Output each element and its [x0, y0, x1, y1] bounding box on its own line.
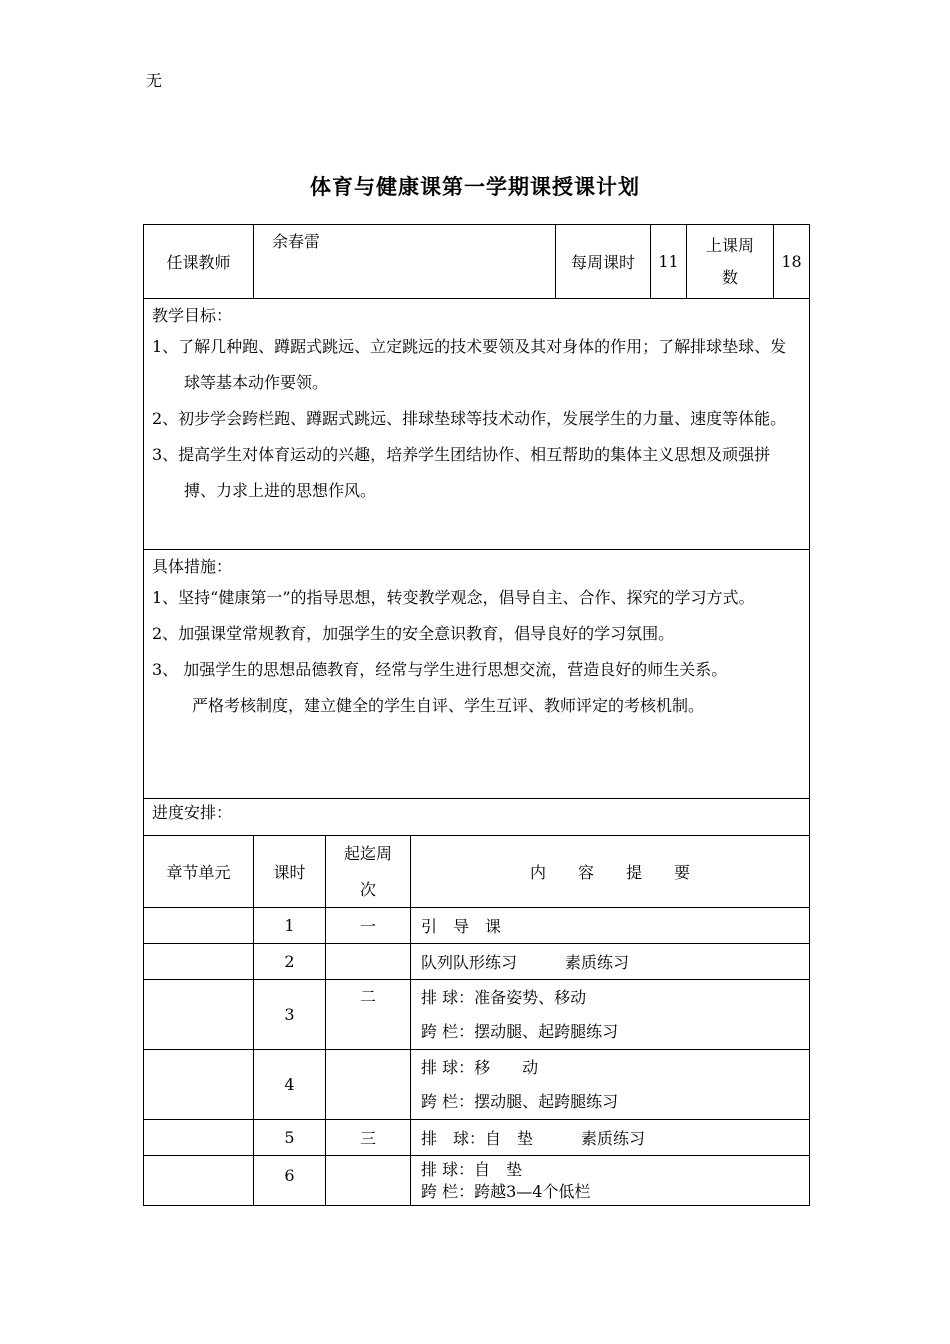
lesson-cell: 4 — [254, 1049, 326, 1119]
content-cell — [411, 1049, 809, 1119]
unit-cell — [144, 1119, 254, 1155]
week-cell: 三 — [326, 1119, 411, 1155]
teacher-value: 余春雷 — [254, 225, 556, 298]
measure-extra: 严格考核制度，建立健全的学生自评、学生互评、教师评定的考核机制。 — [192, 696, 705, 715]
unit-cell — [144, 907, 254, 943]
progress-label: 进度安排： — [152, 803, 233, 822]
week-cell: 一 — [326, 907, 411, 943]
content-line: 跨 栏：摆动腿、起跨腿练习 — [421, 1091, 619, 1111]
week-cell — [326, 1155, 411, 1205]
lesson-cell: 6 — [254, 1155, 326, 1205]
weeks-value: 18 — [781, 252, 802, 271]
unit-cell — [144, 1049, 254, 1119]
measures-label: 具体措施： — [152, 557, 233, 576]
col-unit-header: 章节单元 — [144, 835, 254, 907]
teacher-label: 任课教师 — [144, 225, 254, 298]
col-week-header: 起迄周次 — [326, 835, 411, 907]
lesson-cell: 2 — [254, 943, 326, 979]
content-cell: 排 球：自 垫 素质练习 — [411, 1119, 809, 1155]
lesson-cell: 1 — [254, 907, 326, 943]
unit-cell — [144, 1155, 254, 1205]
content-cell: 引 导 课 — [411, 907, 809, 943]
content-cell: 队列队形练习 素质练习 — [411, 943, 809, 979]
table-row — [144, 907, 809, 943]
measure-item: 2、加强课堂常规教育，加强学生的安全意识教育，倡导良好的学习氛围。 — [152, 624, 675, 643]
goal-item: 1、了解几种跑、蹲踞式跳远、立定跳远的技术要领及其对身体的作用；了解排球垫球、发球等基本动作要领。 — [152, 337, 787, 392]
content-line: 排 球：移 动 — [421, 1057, 539, 1077]
table-row — [144, 943, 809, 979]
lesson-cell: 3 — [254, 979, 326, 1049]
measures-section — [144, 550, 809, 799]
weeks-label — [687, 225, 774, 298]
info-row — [144, 225, 809, 299]
content-line: 排 球：自 垫 — [421, 1159, 523, 1179]
goal-item: 3、提高学生对体育运动的兴趣，培养学生团结协作、相互帮助的集体主义思想及顽强拼搏、力求上进的思想作风。 — [152, 445, 771, 500]
goal-item: 2、初步学会跨栏跑、蹲踞式跳远、排球垫球等技术动作，发展学生的力量、速度等体能。 — [152, 409, 787, 428]
measure-item: 1、坚持“健康第一”的指导思想，转变教学观念，倡导自主、合作、探究的学习方式。 — [152, 588, 755, 607]
unit-cell — [144, 979, 254, 1049]
col-content-header: 内 容 提 要 — [411, 835, 809, 907]
table-row — [144, 1155, 809, 1205]
unit-cell — [144, 943, 254, 979]
weeks-label-line2: 数 — [721, 267, 738, 287]
content-line: 跨 栏：跨越3—4个低栏 — [421, 1181, 591, 1201]
content-line: 排 球：准备姿势、移动 — [421, 987, 587, 1007]
goals-label: 教学目标： — [152, 306, 233, 325]
table-row — [144, 1119, 809, 1155]
page-title: 体育与健康课第一学期课授课计划 — [310, 175, 640, 199]
content-line: 跨 栏：摆动腿、起跨腿练习 — [421, 1021, 619, 1041]
week-cell — [326, 943, 411, 979]
week-cell: 二 — [326, 979, 411, 1049]
weeks-label-line1: 上课周 — [705, 235, 754, 255]
col-lesson-header: 课时 — [254, 835, 326, 907]
header-note: 无 — [146, 71, 163, 90]
measure-item: 3、 加强学生的思想品德教育，经常与学生进行思想交流，营造良好的师生关系。 — [152, 660, 728, 679]
weekly-hours-label: 每周课时 — [556, 225, 651, 298]
content-cell — [411, 979, 809, 1049]
content-cell — [411, 1155, 809, 1205]
week-cell — [326, 1049, 411, 1119]
lesson-cell: 5 — [254, 1119, 326, 1155]
table-row — [144, 979, 809, 1049]
schedule-header — [144, 835, 809, 907]
goals-section — [144, 299, 809, 550]
plan-table — [143, 224, 810, 1206]
table-row — [144, 1049, 809, 1119]
weekly-hours-value: 11 — [651, 225, 687, 298]
schedule-table — [144, 835, 809, 1205]
